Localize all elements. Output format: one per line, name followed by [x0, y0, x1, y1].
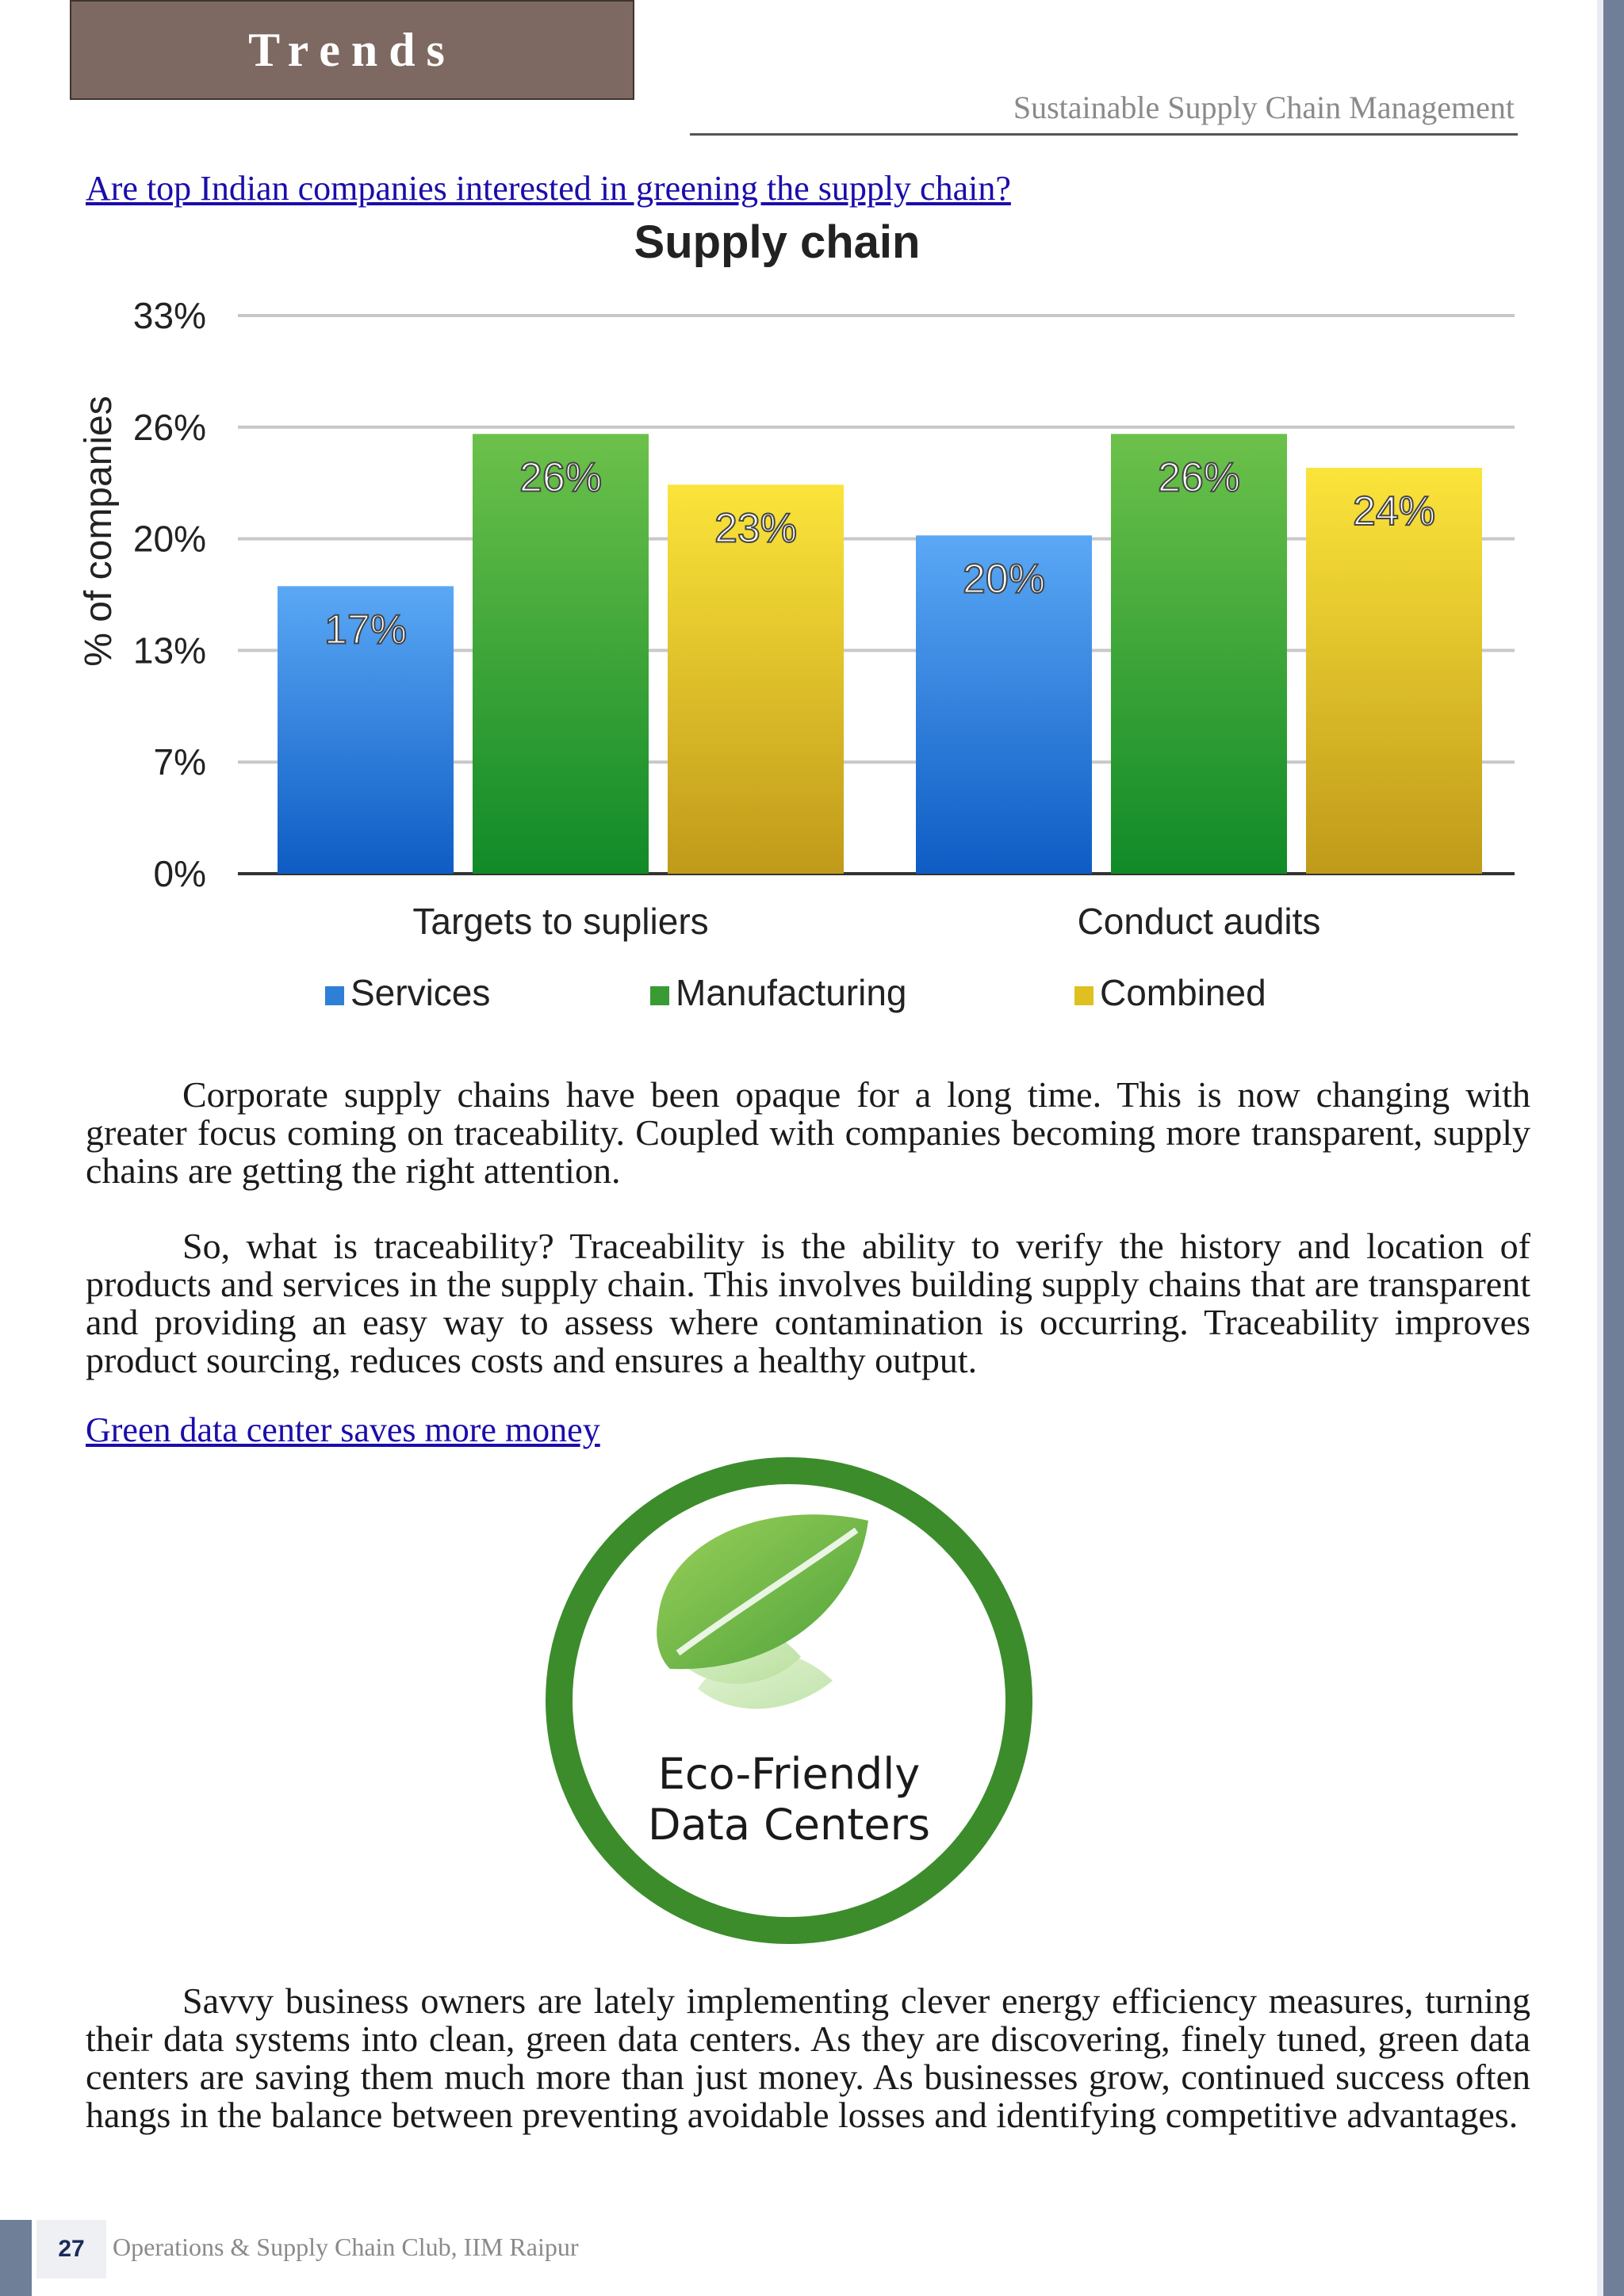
eco-friendly-logo [539, 1451, 1039, 1950]
paragraph-traceability-definition: So, what is traceability? Traceability is the ability to verify the history and location of products and services in the supply chain. This involves building supply chains that are transparent and providing an easy way to assess where contamination is occurring. Traceability improves product sourcing, reduces costs and ensures a healthy output. [86, 1226, 1530, 1380]
chart-data-label: 26% [519, 454, 603, 501]
header-title: Sustainable Supply Chain Management [1013, 90, 1515, 125]
chart-data-label: 17% [324, 607, 408, 653]
green-data-center-link[interactable]: Green data center saves more money [86, 1410, 600, 1449]
chart-x-category-label: Conduct audits [1077, 901, 1321, 942]
section-tab-label: Trends [248, 23, 456, 76]
chart-title: Supply chain [634, 216, 921, 268]
chart-data-label: 20% [962, 556, 1046, 603]
chart-data-label: 23% [714, 505, 798, 552]
section-tab [70, 0, 634, 100]
right-edge-bar [1603, 0, 1624, 2296]
paragraph-traceability-intro: Corporate supply chains have been opaque for a long time. This is now changing with greater focus coming on traceability. Coupled with companies becoming more transparent, supply chains are getting the right attention. [86, 1074, 1530, 1191]
chart-data-label: 24% [1352, 488, 1436, 534]
chart-legend-label: Combined [1100, 972, 1266, 1013]
chart-legend-label: Services [350, 972, 491, 1013]
chart-legend-swatch [650, 986, 669, 1005]
chart-y-tick-label: 33% [132, 295, 206, 336]
chart-data-label: 26% [1157, 454, 1241, 501]
chart-legend-label: Manufacturing [676, 972, 907, 1013]
right-edge-light-bar [1597, 0, 1603, 2296]
header-rule [690, 133, 1518, 136]
paragraph-green-data-centers: Savvy business owners are lately implementing clever energy efficiency measures, turning their data systems into clean, green data centers. As they are discovering, finely tuned, green data centers are saving them much more than just money. As businesses grow, continued success often hangs in the balance between preventing avoidable losses and identifying competitive advantages. [86, 1980, 1530, 2135]
supply-chain-chart [63, 214, 1530, 1023]
footer-club-name: Operations & Supply Chain Club, IIM Raipur [113, 2233, 579, 2261]
chart-y-tick-label: 13% [132, 629, 206, 672]
chart-y-axis-label: % of companies [78, 396, 120, 667]
chart-x-category-label: Targets to supliers [412, 901, 709, 942]
page-number: 27 [36, 2220, 106, 2279]
chart-y-tick-label: 0% [153, 853, 206, 894]
eco-logo-line1: Eco-Friendly [657, 1749, 921, 1799]
chart-legend-swatch [325, 986, 344, 1005]
chart-y-tick-label: 20% [132, 518, 206, 560]
chart-legend-swatch [1074, 986, 1094, 1005]
question-link[interactable]: Are top Indian companies interested in greening the supply chain? [86, 169, 1011, 208]
footer-accent-bar [0, 2220, 32, 2296]
eco-logo-line2: Data Centers [648, 1800, 930, 1850]
chart-y-tick-label: 7% [153, 741, 206, 783]
chart-y-tick-label: 26% [132, 406, 206, 448]
